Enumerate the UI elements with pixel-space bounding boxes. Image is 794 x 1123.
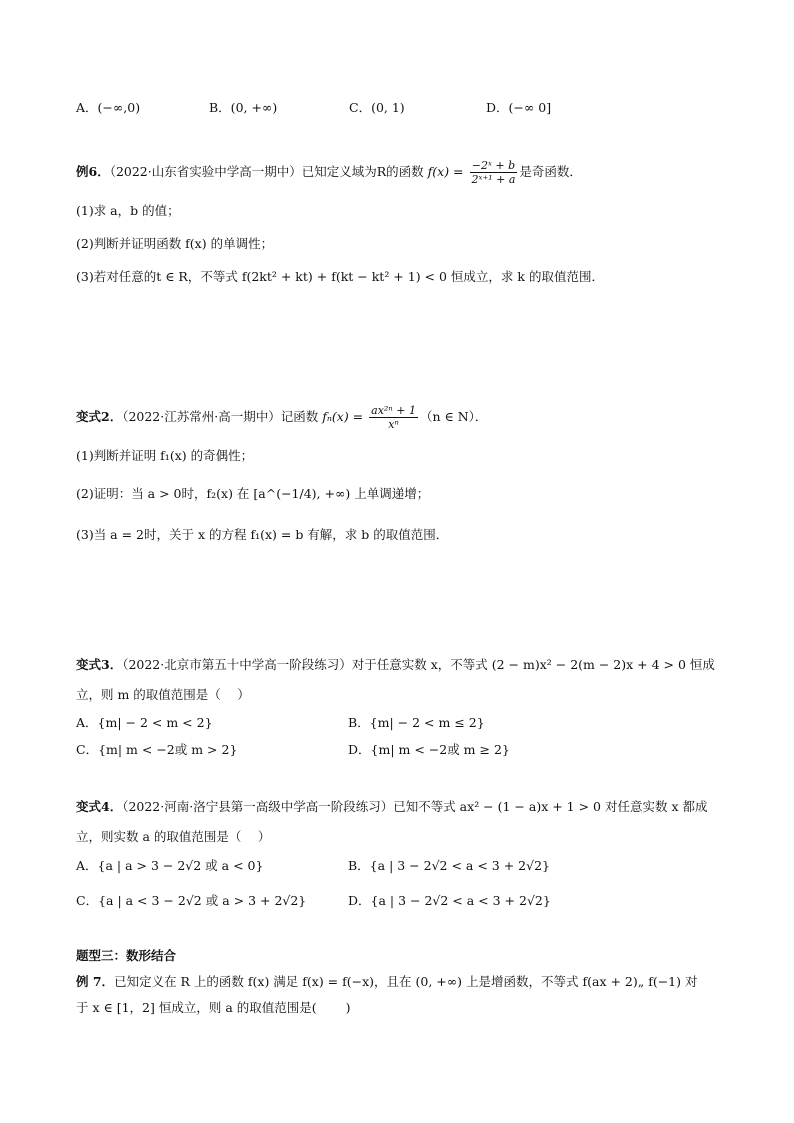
ex6-label: 例6． [76,164,110,179]
ex6-func-den: 2ˣ⁺¹ + a [471,173,516,186]
var2-q3: (3)当 a = 2时，关于 x 的方程 f₁(x) = b 有解，求 b 的取值范围． [76,527,449,542]
var2-func-num: ax²ⁿ + 1 [371,404,416,417]
ex7-label: 例 7． [76,974,115,989]
var4-text1: （2022·河南·洛宁县第一高级中学高一阶段练习）已知不等式 ax² − (1 − a)x + 1 > 0 对任意实数 x 都成 [122,799,708,814]
var4-option-c: C．{a | a < 3 − 2√2 或 a > 3 + 2√2} [76,893,307,908]
option-c-wrap [349,99,405,117]
var3-label: 变式3． [76,657,123,672]
var3-option-a: A．{m| − 2 < m < 2} [76,715,213,730]
ex6-header [76,159,582,186]
var2-func-lhs: fₙ(x) = [322,409,364,424]
var2-func-den: xⁿ [388,418,399,431]
var3-text1: （2022·北京市第五十中学高一阶段练习）对于任意实数 x，不等式 (2 − m)x² − 2(m − 2)x + 4 > 0 恒成 [122,657,715,672]
ex6-q2: (2)判断并证明函数 f(x) 的单调性； [76,236,274,251]
var3-line2: 立，则 m 的取值范围是（ ） [76,687,250,702]
var3-option-b: B．{m| − 2 < m ≤ 2} [348,715,485,730]
var2-func-tail: （n ∈ N）． [419,409,488,424]
ex6-func-num: −2ˣ + b [470,159,518,173]
ex7-text1: 已知定义在 R 上的函数 f(x) 满足 f(x) = f(−x)，且在 (0, +∞) 上是增函数，不等式 f(ax + 2)„ f(−1) 对 [114,974,698,989]
var2-label: 变式2． [76,409,123,424]
var3-option-d: D．{m| m < −2或 m ≥ 2} [348,742,510,757]
var2-source: （2022·江苏常州·高一期中）记函数 [122,409,319,424]
var4-option-d: D．{a | 3 − 2√2 < a < 3 + 2√2} [348,893,551,908]
option-b-wrap [209,99,277,117]
var4-label: 变式4． [76,799,123,814]
var4-option-b: B．{a | 3 − 2√2 < a < 3 + 2√2} [348,858,550,873]
var3-option-c: C．{m| m < −2或 m > 2} [76,742,238,757]
ex6-fraction [470,159,518,186]
option-d-wrap [486,99,551,117]
var2-fraction [369,404,418,431]
top-options-row [76,99,140,117]
ex7-line2: 于 x ∈ [1，2] 恒成立，则 a 的取值范围是( ) [76,1000,351,1015]
var2-q1: (1)判断并证明 f₁(x) 的奇偶性； [76,448,254,463]
var4-option-a: A．{a | a > 3 − 2√2 或 a < 0} [76,858,264,873]
var2-q2: (2)证明：当 a > 0时，f₂(x) 在 [a^(−1/4), +∞) 上单调递增； [76,486,430,501]
section-heading-type3: 题型三：数形结合 [76,948,177,963]
ex6-q3: (3)若对任意的t ∈ R，不等式 f(2kt² + kt) + f(kt − kt² + 1) < 0 恒成立，求 k 的取值范围． [76,269,604,284]
ex6-source: （2022·山东省实验中学高一期中）已知定义域为R的函数 [109,164,424,179]
option-b: B．(0, +∞) [209,100,278,115]
var4-line1 [76,798,707,816]
option-d: D．(−∞ 0] [486,100,552,115]
ex7-line1 [76,973,697,991]
ex6-q1: (1)求 a，b 的值； [76,203,180,218]
option-a: A．(−∞,0) [76,100,141,115]
var4-line2: 立，则实数 a 的取值范围是（ ） [76,829,271,844]
var2-header [76,404,487,431]
option-c: C．(0, 1) [349,100,405,115]
var3-line1 [76,656,715,674]
ex6-func-lhs: f(x) = [427,164,464,179]
ex6-func-tail: 是奇函数． [519,164,582,179]
